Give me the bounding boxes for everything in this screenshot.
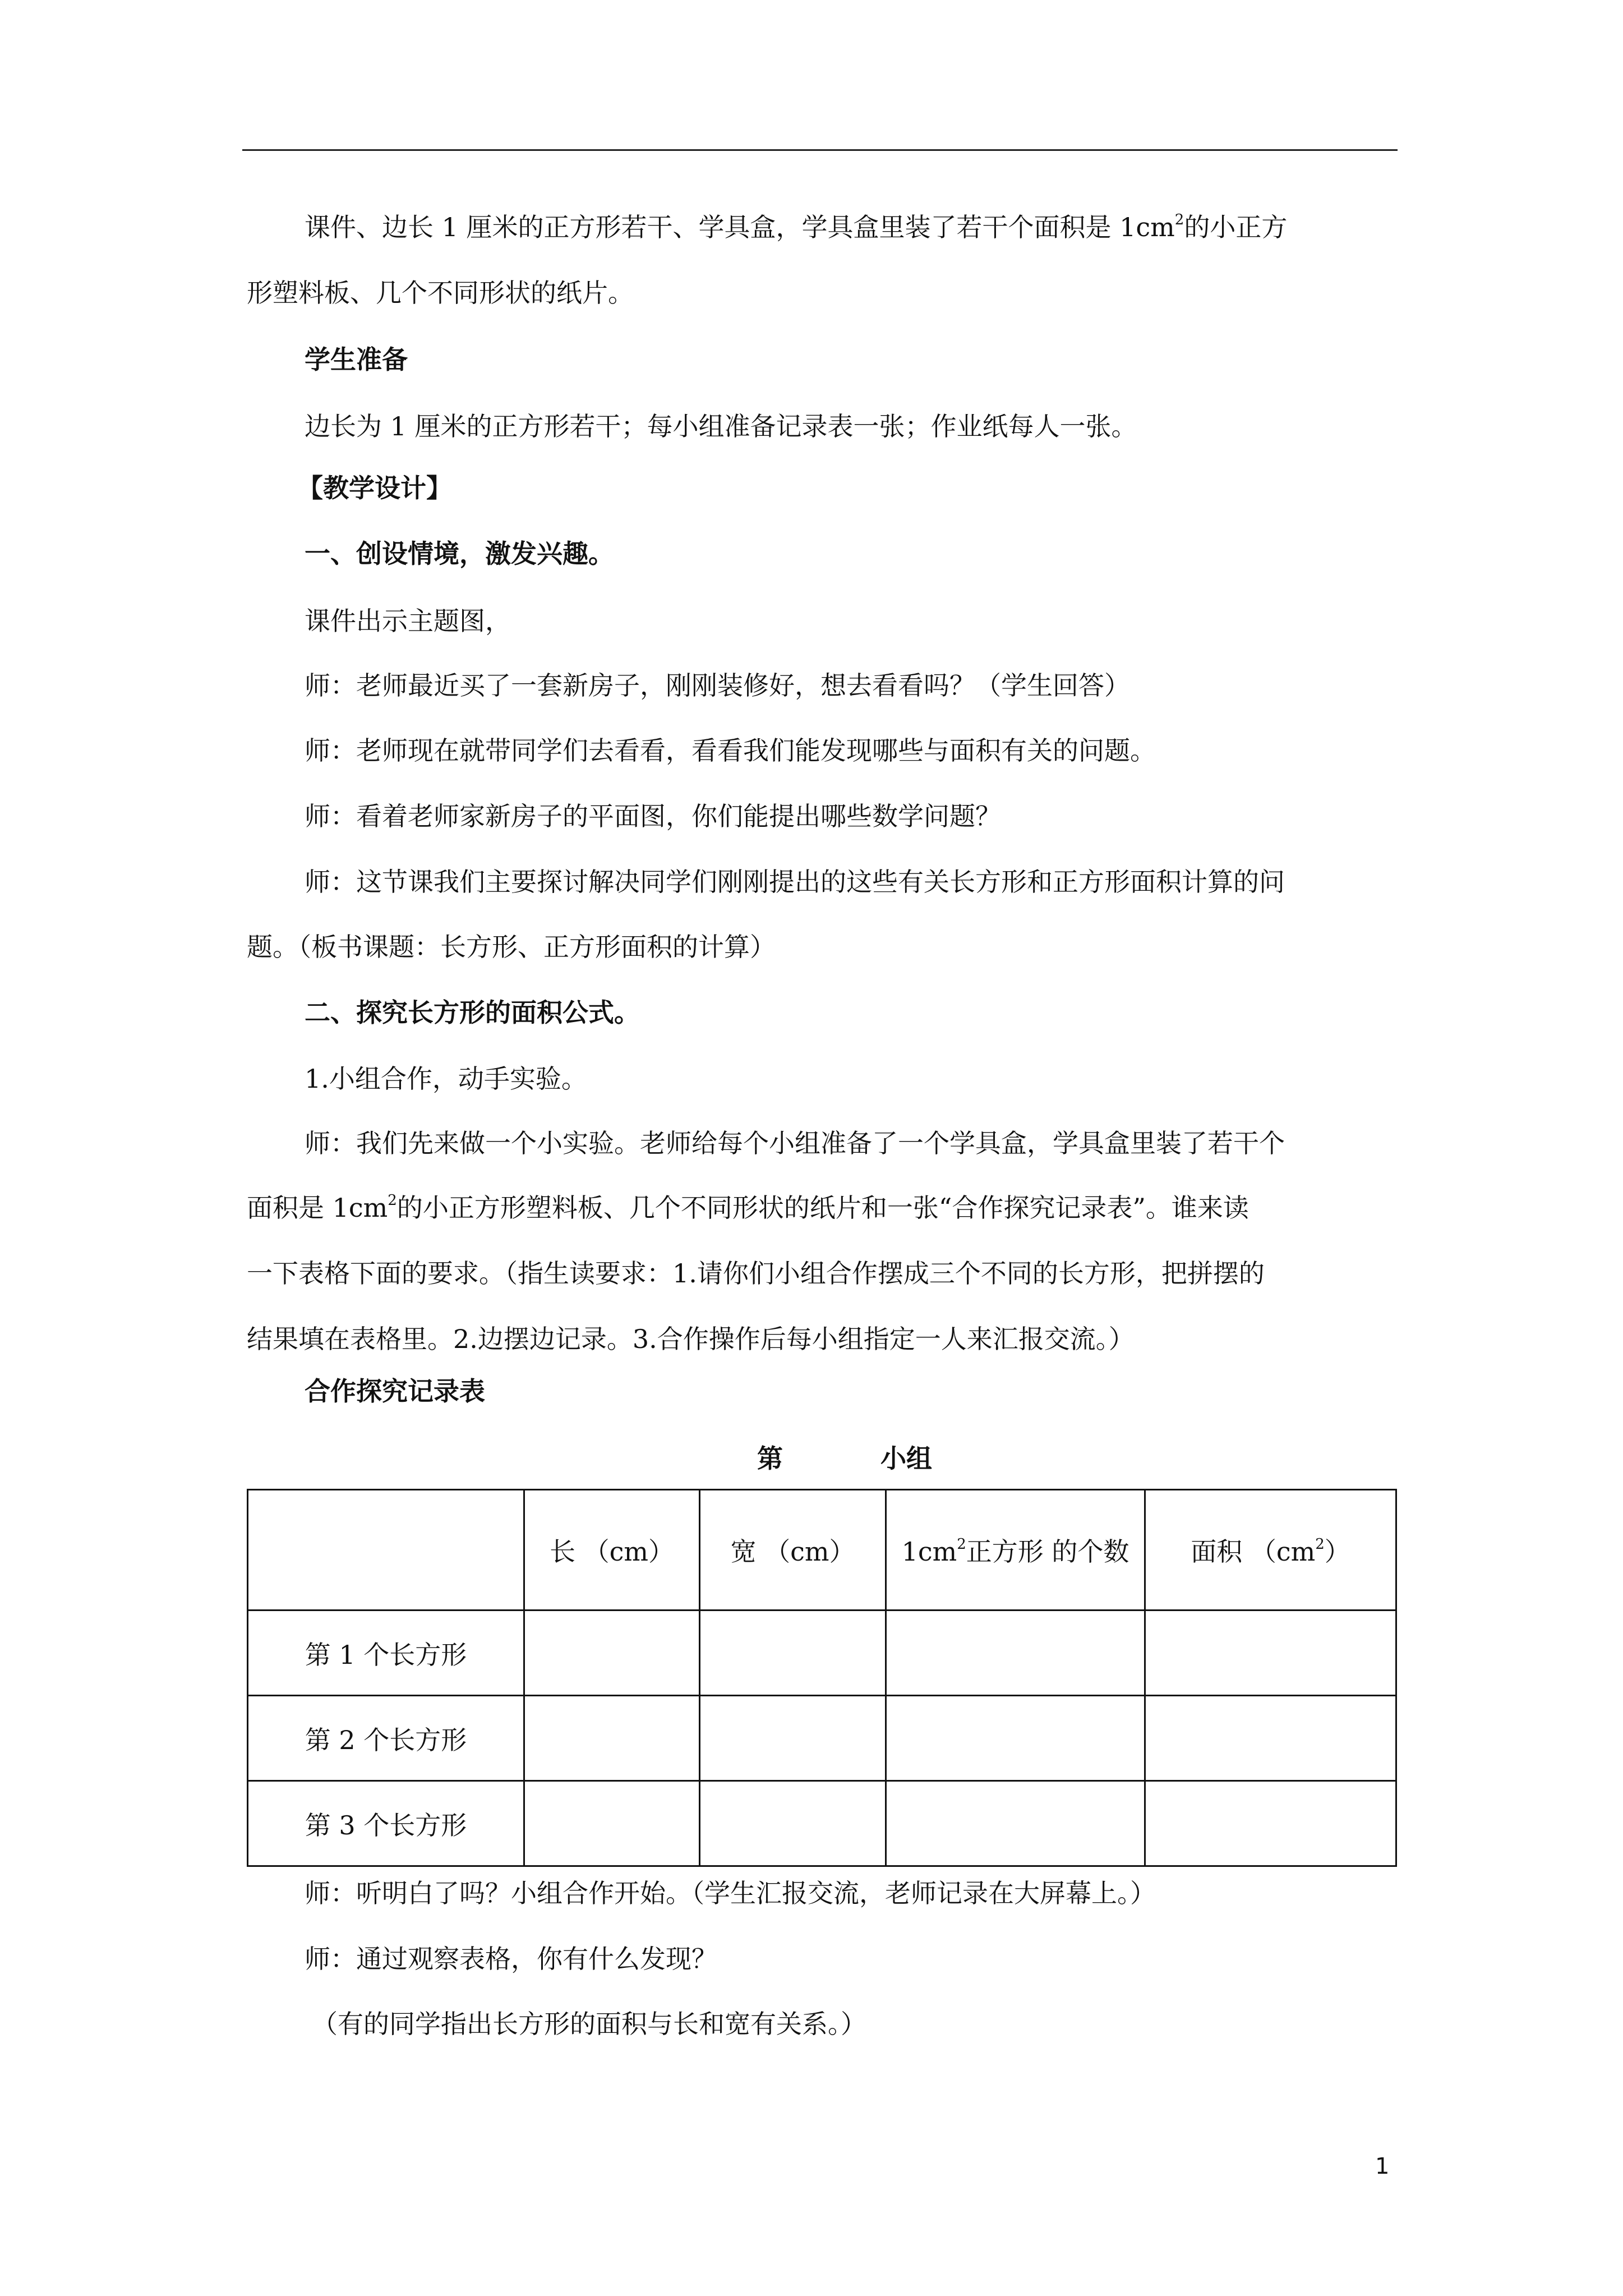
cell-area [1145,1696,1396,1781]
teaching-design-heading: 【教学设计】 [297,473,452,503]
header-length: 长 （cm） [524,1490,700,1611]
section-1-line-5a: 师：这节课我们主要探讨解决同学们刚刚提出的这些有关长方形和正方形面积计算的问 [305,867,1285,897]
header-rule [242,149,1398,151]
section-1-line-3: 师：老师现在就带同学们去看看，看看我们能发现哪些与面积有关的问题。 [305,735,1156,766]
cell-count [886,1781,1145,1866]
cell-length [524,1781,700,1866]
record-table-title: 合作探究记录表 [305,1376,485,1406]
cell-count [886,1696,1145,1781]
section-1-line-1: 课件出示主题图， [305,606,511,636]
section-1-line-4: 师：看着老师家新房子的平面图，你们能提出哪些数学问题？ [305,801,1001,831]
record-table [247,1489,1397,1867]
page-number: 1 [1375,2154,1390,2179]
section-2-line-1: 1.小组合作，动手实验。 [305,1064,587,1094]
cell-width [700,1611,886,1696]
paragraph-materials-line2: 形塑料板、几个不同形状的纸片。 [247,278,634,308]
section-1-line-2: 师：老师最近买了一套新房子，刚刚装修好，想去看看吗？（学生回答） [305,670,1130,701]
table-header-row [248,1490,1396,1611]
section-2-line-2d: 结果填在表格里。2.边摆边记录。3.合作操作后每小组指定一人来汇报交流。） [247,1324,1135,1354]
group-label-prefix: 第 [757,1443,783,1474]
header-square-count: $1cm^2$正方形 的个数 [886,1490,1145,1611]
after-table-line-2: 师：通过观察表格，你有什么发现？ [305,1944,717,1974]
paragraph-materials-line1: 课件、边长 1 厘米的正方形若干、学具盒，学具盒里装了若干个面积是 $1cm^2$的小正方 [305,211,1288,242]
row-label: 第 2 个长方形 [248,1696,524,1781]
section-1-heading: 一、创设情境，激发兴趣。 [305,539,614,569]
after-table-line-1: 师：听明白了吗？小组合作开始。（学生汇报交流，老师记录在大屏幕上。） [305,1878,1156,1908]
table-row [248,1696,1396,1781]
cell-width [700,1696,886,1781]
cell-length [524,1696,700,1781]
row-label: 第 3 个长方形 [248,1781,524,1866]
header-blank-cell [248,1490,524,1611]
cell-area [1145,1781,1396,1866]
after-table-line-3: （有的同学指出长方形的面积与长和宽有关系。） [312,2009,866,2039]
section-2-line-2a: 师：我们先来做一个小实验。老师给每个小组准备了一个学具盒，学具盒里装了若干个 [305,1128,1285,1158]
header-area: 面积 $(cm^2)$ [1145,1490,1396,1611]
cell-area [1145,1611,1396,1696]
section-2-line-2c: 一下表格下面的要求。（指生读要求：1.请你们小组合作摆成三个不同的长方形，把拼摆的 [247,1258,1265,1289]
cell-width [700,1781,886,1866]
cell-count [886,1611,1145,1696]
student-prep-text: 边长为 1 厘米的正方形若干；每小组准备记录表一张；作业纸每人一张。 [305,411,1137,441]
table-row [248,1781,1396,1866]
section-2-line-2b: 面积是 $1cm^2$的小正方形塑料板、几个不同形状的纸片和一张“合作探究记录表”。谁来读 [247,1192,1249,1223]
table-row [248,1611,1396,1696]
cell-length [524,1611,700,1696]
section-1-line-5b: 题。（板书课题：长方形、正方形面积的计算） [247,932,776,962]
student-prep-heading: 学生准备 [305,344,408,375]
header-width: 宽 （cm） [700,1490,886,1611]
row-label: 第 1 个长方形 [248,1611,524,1696]
section-2-heading: 二、探究长方形的面积公式。 [305,997,640,1028]
group-label-suffix: 小组 [880,1443,932,1474]
